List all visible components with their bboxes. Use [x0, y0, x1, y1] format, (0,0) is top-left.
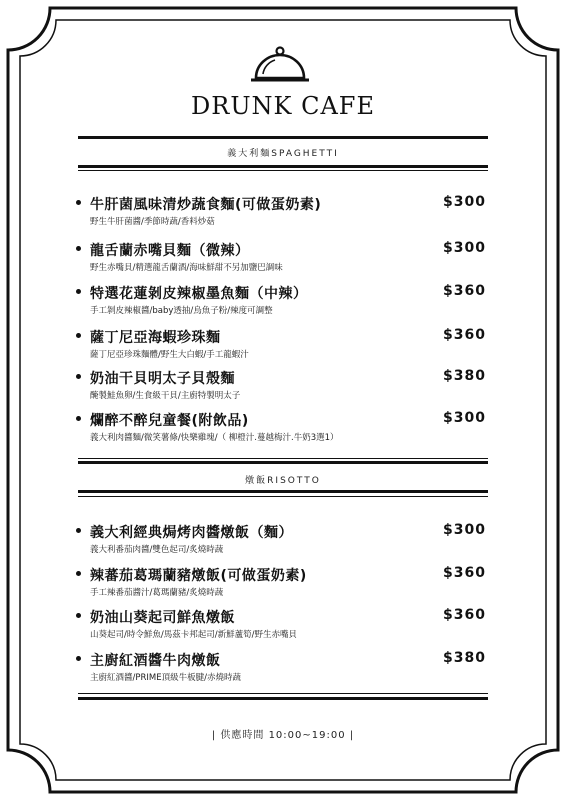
footer-divider: [78, 697, 488, 700]
footer-divider: [78, 693, 488, 694]
item-price: $360: [443, 327, 486, 343]
item-description: 手工剝皮辣椒醬/baby透抽/烏魚子粉/辣度可調整: [90, 306, 273, 316]
item-price: $380: [443, 650, 486, 666]
item-price: $300: [443, 522, 486, 538]
item-price: $300: [443, 240, 486, 256]
section-divider: [78, 490, 488, 493]
section-divider: [78, 461, 488, 464]
section-divider: [78, 165, 488, 168]
bullet-icon: [76, 528, 81, 533]
item-price: $360: [443, 283, 486, 299]
bullet-icon: [76, 416, 81, 421]
item-name: 辣蕃茄葛瑪蘭豬燉飯(可做蛋奶素): [90, 568, 307, 584]
section-divider: [78, 496, 488, 497]
section-divider: [78, 170, 488, 171]
item-price: $300: [443, 410, 486, 426]
section-divider: [78, 136, 488, 139]
item-name: 牛肝菌風味清炒蔬食麵(可做蛋奶素): [90, 197, 322, 213]
item-name: 薩丁尼亞海蝦珍珠麵: [90, 330, 221, 346]
bullet-icon: [76, 374, 81, 379]
item-description: 野生赤嘴貝/精選龍舌蘭酒/海味鮮甜不另加鹽巴調味: [90, 263, 283, 273]
item-description: 義大利番茄肉醬/雙色起司/炙燒時蔬: [90, 545, 224, 555]
item-description: 手工辣番茄醬汁/葛瑪蘭豬/炙燒時蔬: [90, 588, 224, 598]
bullet-icon: [76, 613, 81, 618]
item-name: 特選花蓮剝皮辣椒墨魚麵（中辣）: [90, 286, 308, 302]
bullet-icon: [76, 656, 81, 661]
item-description: 薩丁尼亞珍珠麵體/野生大白蝦/手工龍蝦汁: [90, 350, 249, 360]
item-name: 奶油山葵起司鮮魚燉飯: [90, 610, 235, 626]
item-name: 龍舌蘭赤嘴貝麵（微辣）: [90, 243, 250, 259]
item-name: 主廚紅酒醬牛肉燉飯: [90, 653, 221, 669]
item-description: 野生牛肝菌醬/季節時蔬/香料炒菇: [90, 217, 215, 227]
item-description: 主廚紅酒醬/PRIME頂級牛板腱/赤燒時蔬: [90, 673, 241, 683]
item-price: $300: [443, 194, 486, 210]
item-name: 奶油干貝明太子貝殼麵: [90, 371, 235, 387]
item-price: $380: [443, 368, 486, 384]
item-name: 爛醉不醉兒童餐(附飲品): [90, 413, 249, 429]
section-divider: [78, 458, 488, 459]
item-name: 義大利經典焗烤肉醬燉飯（麵）: [90, 525, 293, 541]
item-price: $360: [443, 565, 486, 581]
item-description: 義大利肉醬麵/微笑薯條/快樂雞塊/（ 柳橙汁.蔓越梅汁.牛奶3選1）: [90, 433, 339, 443]
brand-name: DRUNK CAFE: [191, 92, 375, 120]
section-title-spaghetti: 義大利麵SPAGHETTI: [227, 149, 339, 159]
bullet-icon: [76, 333, 81, 338]
item-description: 山葵起司/時令鮮魚/馬茲卡邦起司/新鮮蘆筍/野生赤嘴貝: [90, 630, 297, 640]
bullet-icon: [76, 289, 81, 294]
item-description: 醃製鮭魚卵/生食級干貝/主廚特製明太子: [90, 391, 241, 401]
cloche-icon: [249, 44, 311, 86]
section-title-risotto: 燉飯RISOTTO: [245, 476, 321, 486]
bullet-icon: [76, 571, 81, 576]
bullet-icon: [76, 246, 81, 251]
opening-hours: | 供應時間 10:00~19:00 |: [211, 730, 355, 741]
item-price: $360: [443, 607, 486, 623]
bullet-icon: [76, 200, 81, 205]
